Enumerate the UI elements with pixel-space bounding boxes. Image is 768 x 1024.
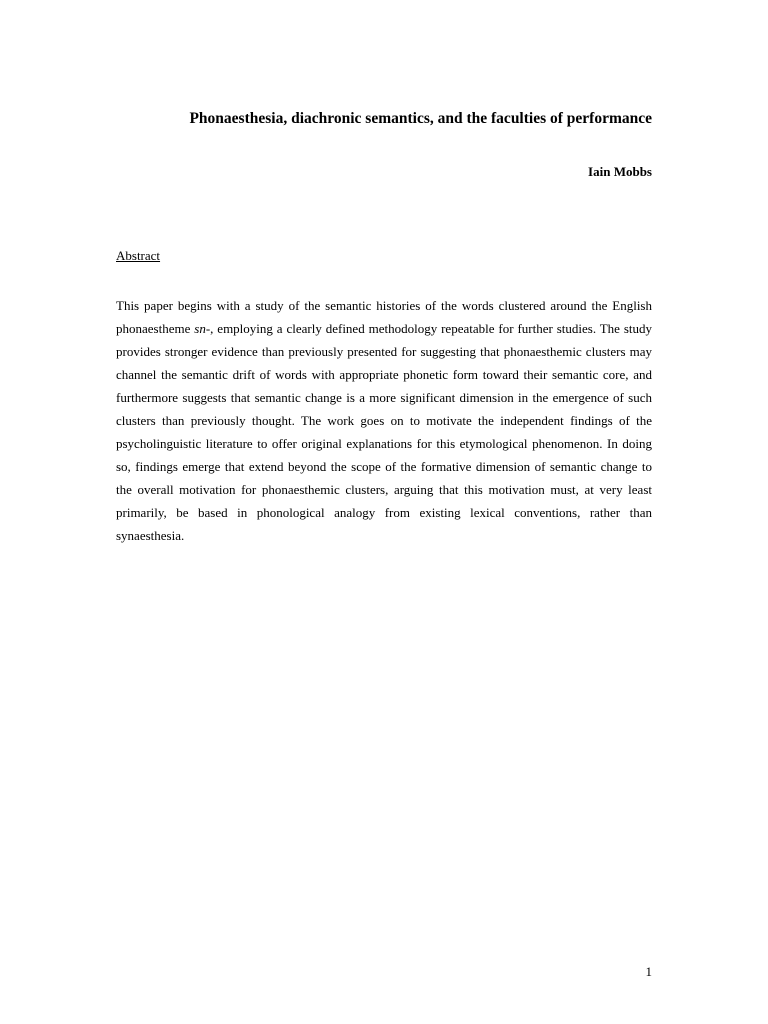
author-name: Iain Mobbs bbox=[588, 164, 652, 179]
abstract-body bbox=[116, 294, 652, 547]
phonaestheme-term: sn bbox=[194, 321, 206, 336]
page-number: 1 bbox=[645, 964, 652, 979]
abstract-text-start: This paper begins with a study of the semantic histories of the words clustered around the English phonaestheme bbox=[116, 298, 652, 336]
abstract-heading: Abstract bbox=[116, 248, 161, 263]
paper-title: Phonaesthesia, diachronic semantics, and the faculties of performance bbox=[189, 110, 652, 127]
abstract-text-rest: -, employing a clearly defined methodology repeatable for further studies. The study provides stronger evidence than previously presented for suggesting that phonaesthemic clusters may channel the semantic drift of words with appropriate phonetic form toward their semantic core, and furthermore suggests that semantic change is a more significant dimension in the emergence of such clusters than previously thought. The work goes on to motivate the independent findings of the psycholinguistic literature to offer original explanations for this etymological phenomenon. In doing so, findings emerge that extend beyond the scope of the formative dimension of semantic change to the overall motivation for phonaesthemic clusters, arguing that this motivation must, at very least primarily, be based in phonological analogy from existing lexical conventions, rather than synaesthesia. bbox=[116, 321, 652, 543]
